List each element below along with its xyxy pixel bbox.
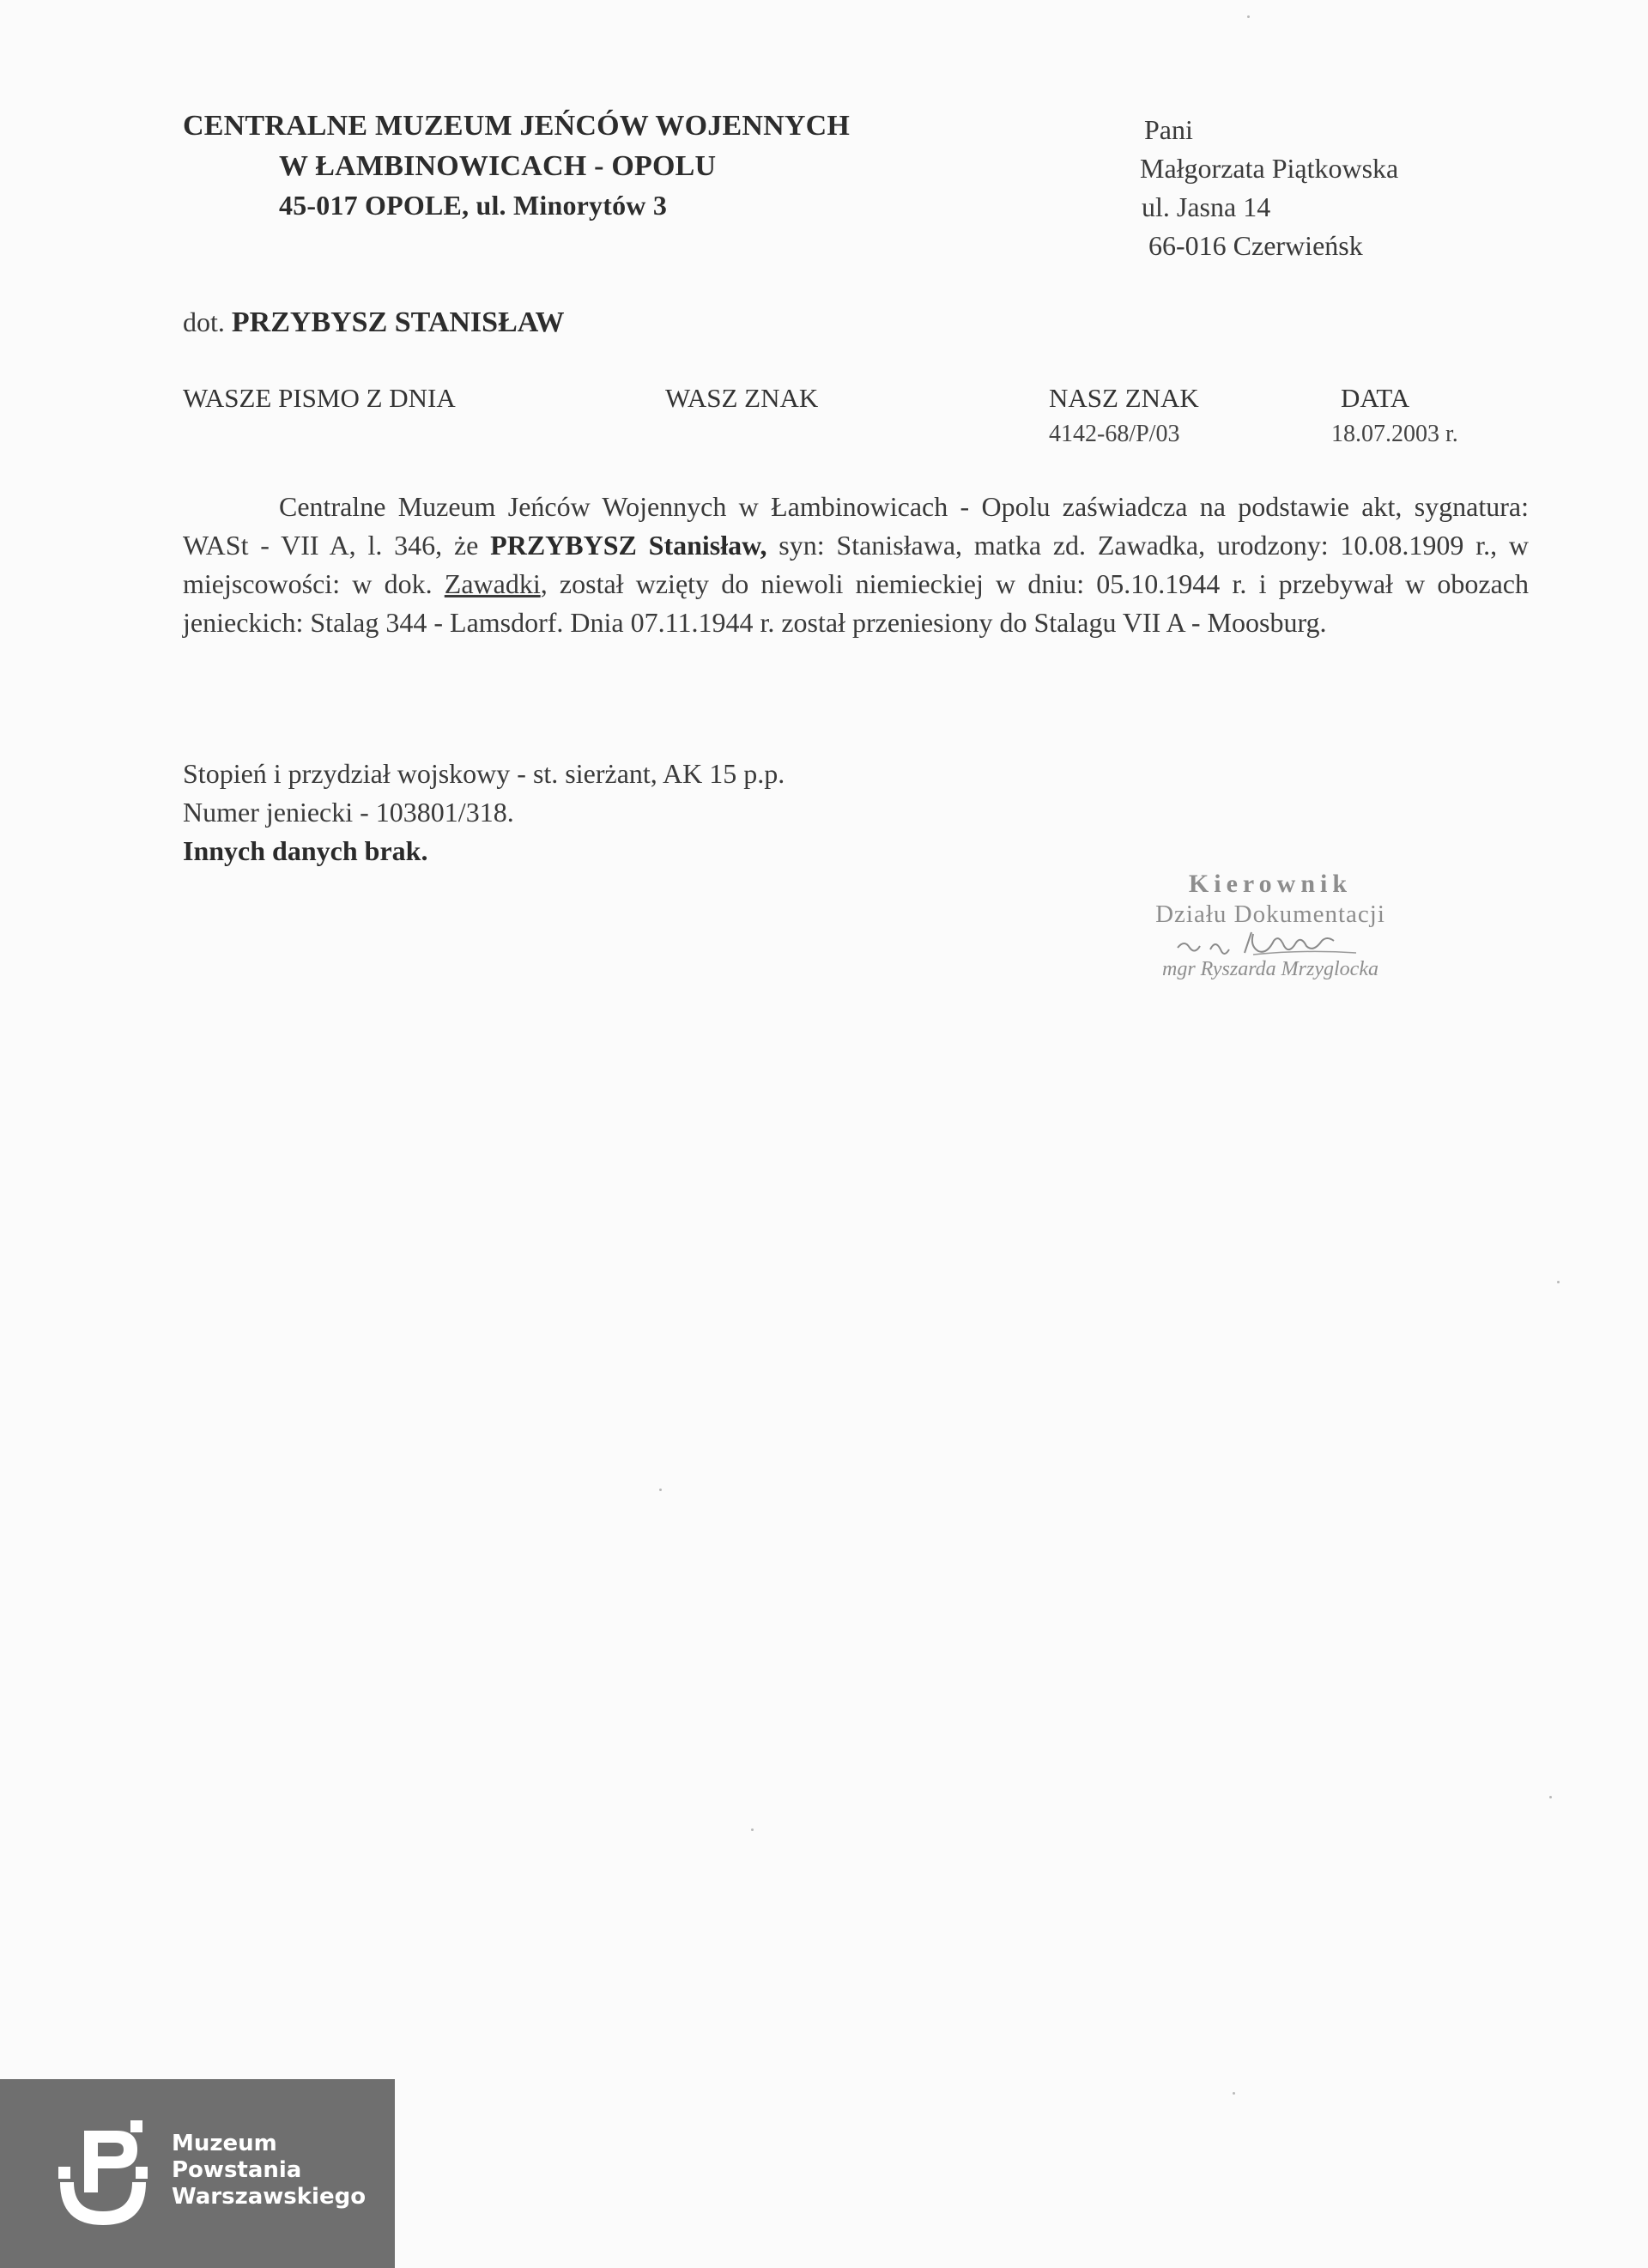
body-text-3: , został wzięty do niewoli niemieckiej w dniu: 05.10.1944 r. i przebywał w obozach jenieckich: Stalag 344 - Lamsdorf. Dnia 07.11.1944 r. został przeniesiony do Stalagu VII A - Moosburg. [183,568,1530,638]
our-ref-label: NASZ ZNAK [1049,383,1199,413]
rank-line: Stopień i przydział wojskowy - st. sierżant, AK 15 p.p. [183,758,785,789]
scan-speck [1549,1796,1552,1798]
no-more-data-line: Innych danych brak. [183,835,428,866]
museum-watermark [0,2079,395,2268]
stamp-title: Kierownik [1188,870,1353,898]
scan-speck [1233,2092,1235,2095]
our-ref-value: 4142-68/P/03 [1049,421,1180,447]
body-text-2: syn: Stanisława, matka zd. Zawadka, urodzony: 10.08.1909 r., w miejscowości: w dok. [183,530,1530,599]
watermark-line-2: Powstania [172,2157,302,2183]
date-label: DATA [1341,383,1410,413]
recipient-city: 66-016 Czerwieńsk [1148,230,1363,261]
subject-line [183,306,565,339]
watermark-line-3: Warszawskiego [172,2184,367,2210]
body-place: Zawadki [444,568,541,599]
recipient-street: ul. Jasna 14 [1142,191,1271,222]
recipient-name: Małgorzata Piątkowska [1140,153,1399,184]
sender-line-1: CENTRALNE MUZEUM JEŃCÓW WOJENNYCH [183,110,851,142]
scan-speck [659,1489,662,1491]
scan-speck [1557,1281,1560,1283]
body-text-1: Centralne Muzeum Jeńców Wojennych w Łambinowicach - Opolu zaświadcza na podstawie akt, sygnatura: WASt - VII A, l. 346, że [183,491,1529,561]
certificate-paragraph [183,488,1529,642]
official-stamp [1124,870,1416,981]
subject-name: PRZYBYSZ STANISŁAW [231,306,565,338]
kotwica-logo-icon [52,2113,154,2242]
scan-speck [1247,15,1250,18]
stamp-person: mgr Ryszarda Mrzyglocka [1162,958,1378,980]
watermark-text [172,2131,366,2210]
sender-address: 45-017 OPOLE, ul. Minorytów 3 [279,190,668,221]
recipient-salutation: Pani [1144,114,1193,145]
scan-speck [751,1828,754,1831]
your-ref-label: WASZ ZNAK [665,383,819,413]
watermark-line-1: Muzeum [172,2131,277,2156]
body-name: PRZYBYSZ Stanisław, [490,530,767,561]
stamp-department: Działu Dokumentacji [1155,901,1385,928]
sender-line-2: W ŁAMBINOWICACH - OPOLU [279,150,717,182]
subject-prefix: dot. [183,306,225,337]
date-value: 18.07.2003 r. [1331,421,1458,447]
pow-number-line: Numer jeniecki - 103801/318. [183,797,514,828]
handwritten-signature [1124,929,1416,958]
your-letter-label: WASZE PISMO Z DNIA [183,383,456,413]
